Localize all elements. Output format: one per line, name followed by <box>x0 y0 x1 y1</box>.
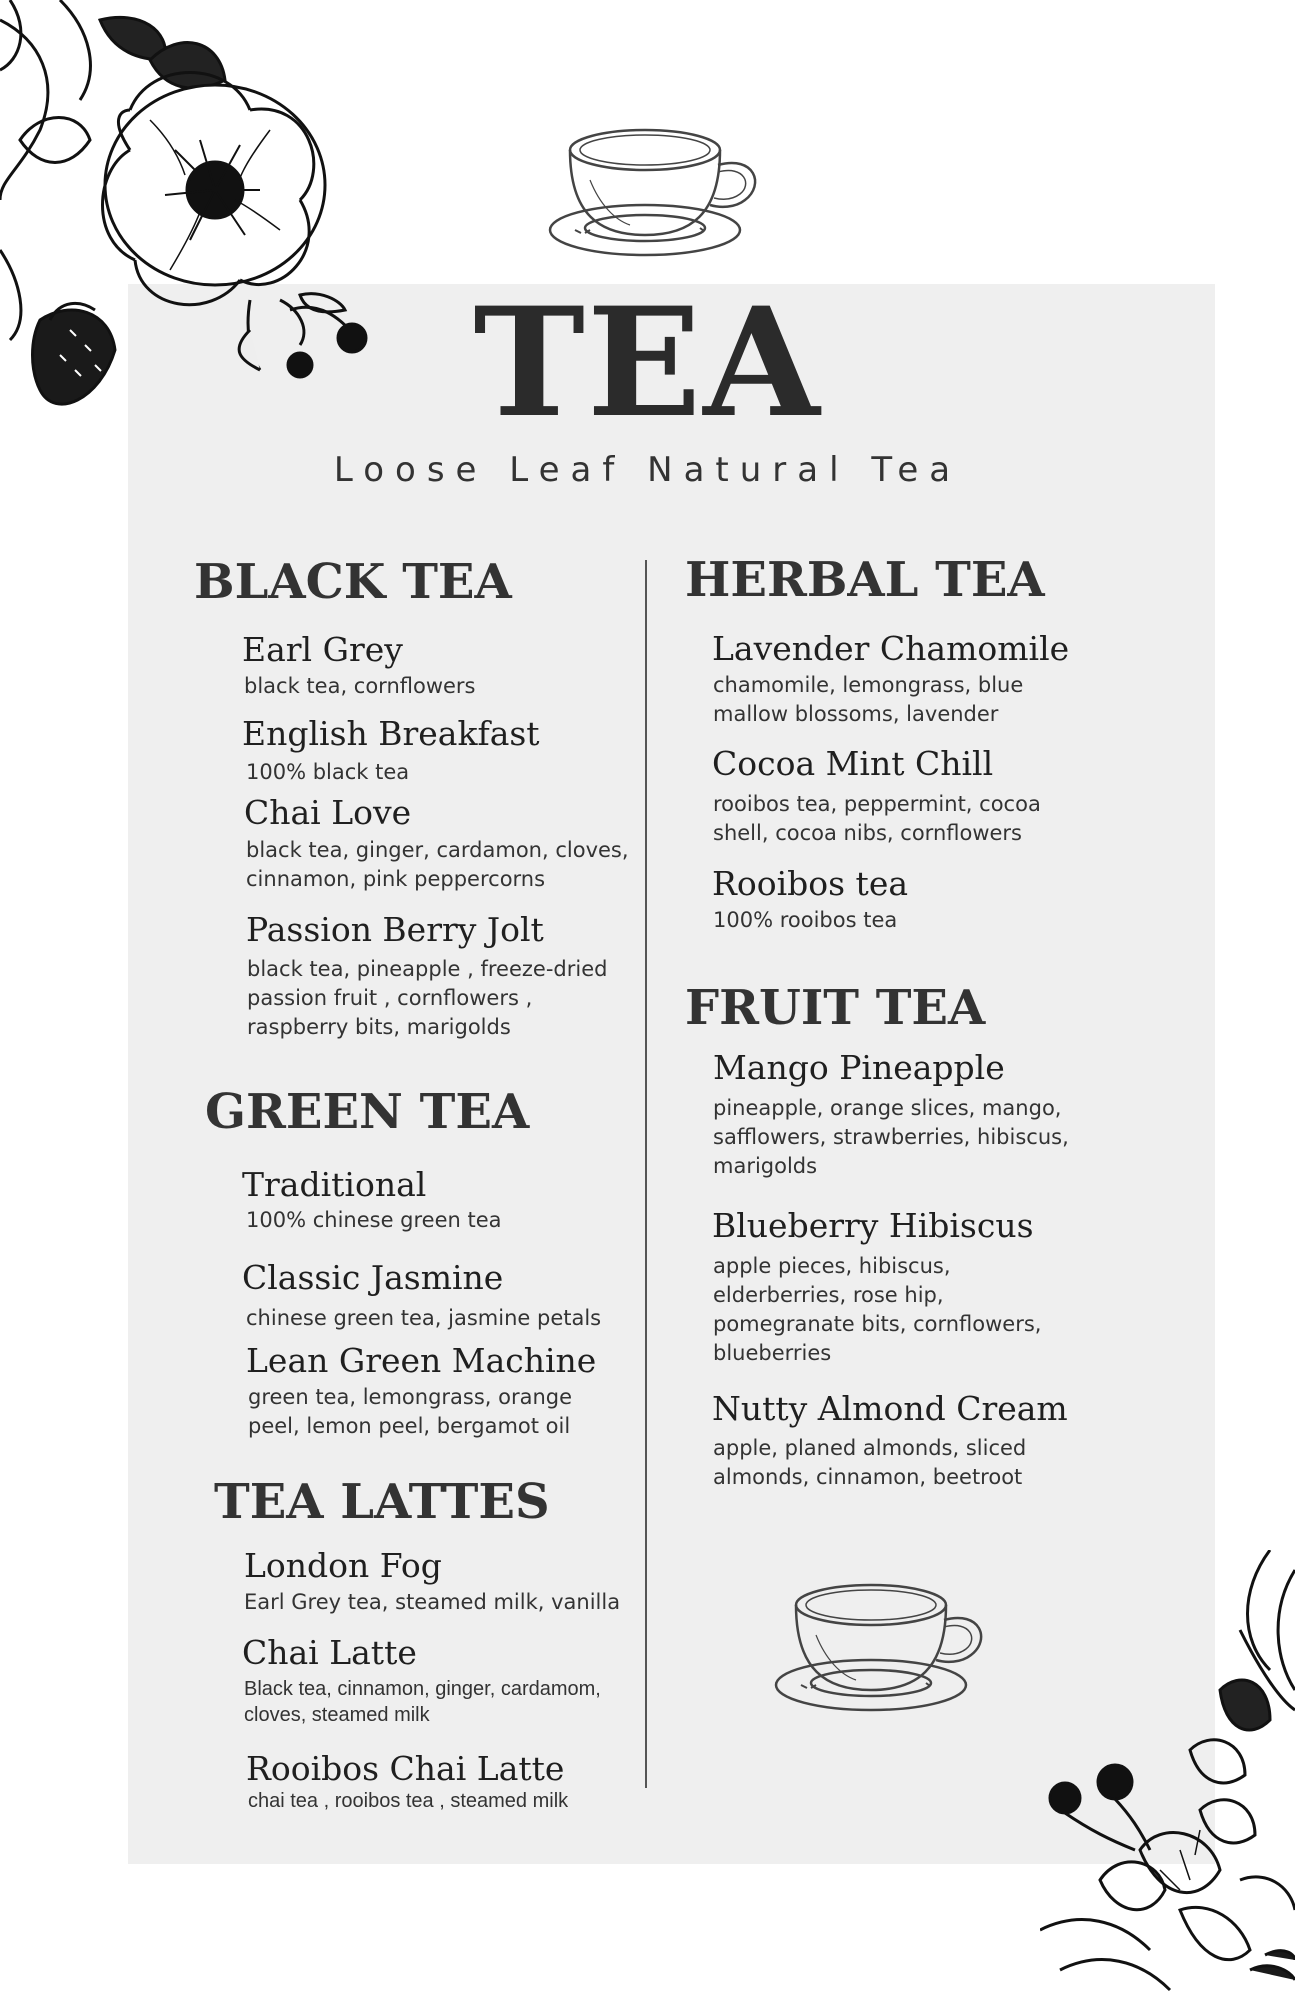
item-desc-chai-latte: Black tea, cinnamon, ginger, cardamom, cloves, steamed milk <box>244 1678 601 1726</box>
item-desc-lavender-chamomile: chamomile, lemongrass, blue mallow blossoms, lavender <box>713 673 1024 726</box>
item-desc-english-breakfast: 100% black tea <box>246 760 410 784</box>
item-name-classic-jasmine: Classic Jasmine <box>242 1258 504 1297</box>
item-desc-rooibos-tea: 100% rooibos tea <box>713 908 898 932</box>
page-title: TEA <box>473 275 822 451</box>
section-heading-fruit-tea: FRUIT TEA <box>685 980 986 1036</box>
item-name-earl-grey: Earl Grey <box>242 630 403 669</box>
item-name-chai-latte: Chai Latte <box>242 1633 417 1672</box>
item-desc-traditional: 100% chinese green tea <box>246 1208 502 1232</box>
page-subtitle: Loose Leaf Natural Tea <box>333 450 962 490</box>
item-name-london-fog: London Fog <box>244 1546 442 1585</box>
item-desc-cocoa-mint-chill: rooibos tea, peppermint, cocoa shell, cocoa nibs, cornflowers <box>713 792 1041 845</box>
teacup-bottom-icon <box>756 1575 996 1725</box>
item-desc-lean-green-machine: green tea, lemongrass, orange peel, lemon peel, bergamot oil <box>248 1385 573 1438</box>
item-name-mango-pineapple: Mango Pineapple <box>713 1048 1005 1087</box>
section-heading-tea-lattes: TEA LATTES <box>214 1474 550 1530</box>
item-desc-london-fog: Earl Grey tea, steamed milk, vanilla <box>244 1590 621 1614</box>
item-name-chai-love: Chai Love <box>244 793 412 832</box>
section-heading-green-tea: GREEN TEA <box>205 1084 530 1140</box>
item-desc-blueberry-hibiscus: apple pieces, hibiscus, elderberries, rose hip, pomegranate bits, cornflowers, blueberries <box>713 1254 1042 1365</box>
item-name-passion-berry-jolt: Passion Berry Jolt <box>246 910 544 949</box>
item-name-english-breakfast: English Breakfast <box>242 714 540 753</box>
item-name-blueberry-hibiscus: Blueberry Hibiscus <box>712 1206 1034 1245</box>
item-name-cocoa-mint-chill: Cocoa Mint Chill <box>712 744 994 783</box>
item-name-lean-green-machine: Lean Green Machine <box>246 1341 597 1380</box>
item-name-rooibos-chai-latte: Rooibos Chai Latte <box>246 1749 565 1788</box>
item-desc-passion-berry-jolt: black tea, pineapple , freeze-dried passion fruit , cornflowers , raspberry bits, marigolds <box>247 957 608 1039</box>
item-name-traditional: Traditional <box>242 1165 427 1204</box>
item-desc-chai-love: black tea, ginger, cardamon, cloves, cinnamon, pink peppercorns <box>246 838 629 891</box>
flower-bottom-right-icon <box>1040 1550 1295 2000</box>
item-desc-rooibos-chai-latte: chai tea , rooibos tea , steamed milk <box>248 1790 569 1812</box>
section-heading-black-tea: BLACK TEA <box>194 554 512 610</box>
item-name-rooibos-tea: Rooibos tea <box>712 864 909 903</box>
item-desc-earl-grey: black tea, cornflowers <box>244 674 476 698</box>
item-desc-classic-jasmine: chinese green tea, jasmine petals <box>246 1306 602 1330</box>
item-desc-nutty-almond-cream: apple, planed almonds, sliced almonds, cinnamon, beetroot <box>713 1436 1027 1489</box>
item-desc-mango-pineapple: pineapple, orange slices, mango, safflowers, strawberries, hibiscus, marigolds <box>713 1096 1069 1178</box>
section-heading-herbal-tea: HERBAL TEA <box>685 552 1045 608</box>
teacup-top-icon <box>530 120 770 270</box>
item-name-nutty-almond-cream: Nutty Almond Cream <box>712 1389 1068 1428</box>
item-name-lavender-chamomile: Lavender Chamomile <box>712 629 1070 668</box>
